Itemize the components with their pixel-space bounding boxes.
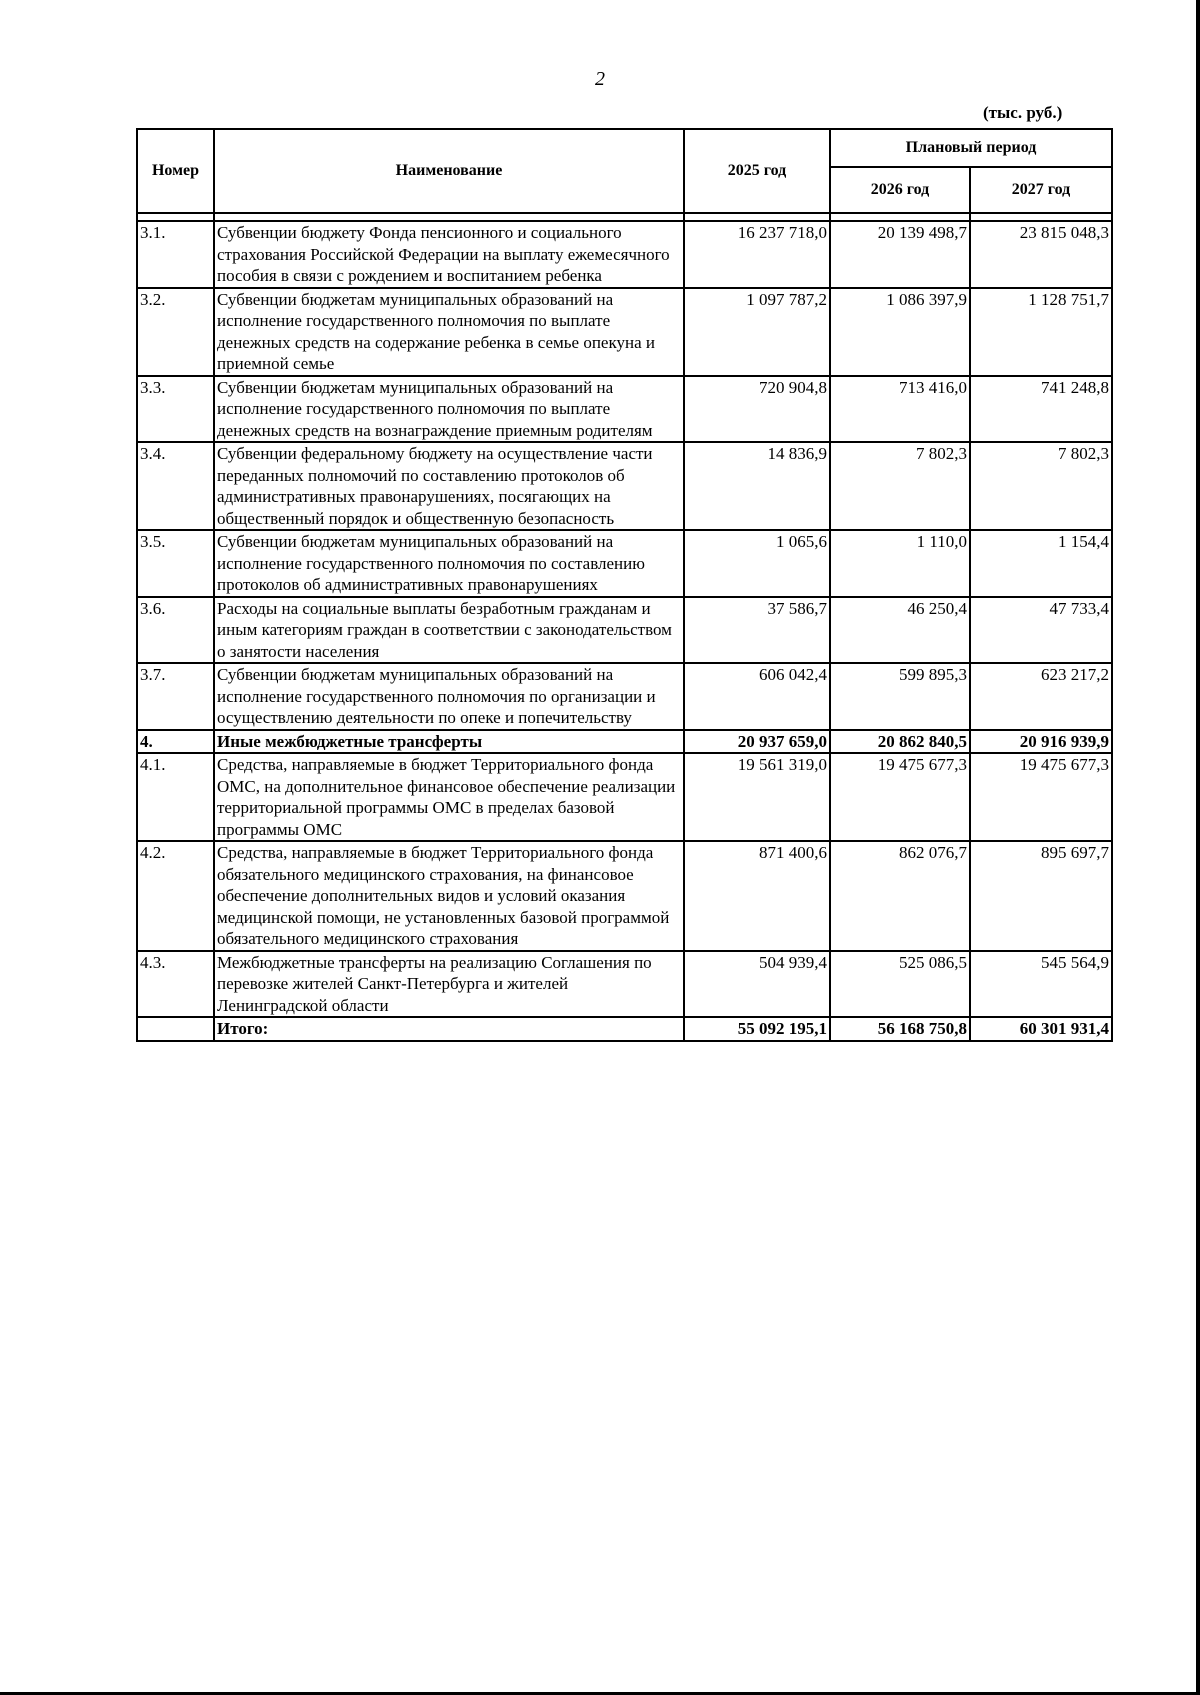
row-value-2025: 1 097 787,2 [684,288,830,376]
row-value-2025: 55 092 195,1 [684,1017,830,1041]
row-name: Субвенции федеральному бюджету на осуществление части переданных полномочий по составлению протоколов об административных правонарушениях, посягающих на общественный порядок и общественную безопасность [214,442,684,530]
row-name: Иные межбюджетные трансферты [214,730,684,754]
row-value-2026: 46 250,4 [830,597,970,664]
row-number: 3.6. [137,597,214,664]
header-number: Номер [137,129,214,213]
table-row [137,221,1112,288]
row-number: 3.7. [137,663,214,730]
row-name: Субвенции бюджетам муниципальных образований на исполнение государственного полномочия по выплате денежных средств на вознаграждение приемным родителям [214,376,684,443]
budget-table [136,128,1113,1042]
row-value-2025: 1 065,6 [684,530,830,597]
row-value-2027: 47 733,4 [970,597,1112,664]
row-value-2027: 623 217,2 [970,663,1112,730]
header-2027: 2027 год [970,167,1112,213]
row-value-2025: 16 237 718,0 [684,221,830,288]
row-name: Субвенции бюджетам муниципальных образований на исполнение государственного полномочия по выплате денежных средств на содержание ребенка в семье опекуна и приемной семье [214,288,684,376]
row-name: Итого: [214,1017,684,1041]
row-name: Субвенции бюджету Фонда пенсионного и социального страхования Российской Федерации на выплату ежемесячного пособия в связи с рождением и воспитанием ребенка [214,221,684,288]
table-row [137,663,1112,730]
scan-edge-right [1196,0,1200,1695]
row-number: 3.4. [137,442,214,530]
row-name: Средства, направляемые в бюджет Территориального фонда обязательного медицинского страхования, на финансовое обеспечение дополнительных видов и условий оказания медицинской помощи, не установленных базовой программой обязательного медицинского страхования [214,841,684,951]
row-value-2025: 19 561 319,0 [684,753,830,841]
row-value-2026: 20 139 498,7 [830,221,970,288]
row-name: Средства, направляемые в бюджет Территориального фонда ОМС, на дополнительное финансовое обеспечение реализации территориальной программы ОМС в пределах базовой программы ОМС [214,753,684,841]
row-value-2025: 871 400,6 [684,841,830,951]
row-value-2026: 1 086 397,9 [830,288,970,376]
table-row [137,841,1112,951]
row-value-2026: 56 168 750,8 [830,1017,970,1041]
row-name: Субвенции бюджетам муниципальных образований на исполнение государственного полномочия по организации и осуществлению деятельности по опеке и попечительству [214,663,684,730]
row-number: 3.1. [137,221,214,288]
page-number: 2 [595,68,605,90]
row-value-2025: 37 586,7 [684,597,830,664]
row-value-2026: 7 802,3 [830,442,970,530]
row-name: Субвенции бюджетам муниципальных образований на исполнение государственного полномочия по составлению протоколов об административных правонарушениях [214,530,684,597]
table-row [137,951,1112,1018]
row-value-2026: 862 076,7 [830,841,970,951]
table-row [137,730,1112,754]
table-header [137,129,1112,213]
row-value-2025: 606 042,4 [684,663,830,730]
table-row [137,376,1112,443]
row-value-2026: 713 416,0 [830,376,970,443]
table-body [137,213,1112,1041]
table-row [137,530,1112,597]
table-row [137,597,1112,664]
row-value-2027: 7 802,3 [970,442,1112,530]
spacer-row [137,213,1112,221]
row-value-2026: 20 862 840,5 [830,730,970,754]
row-name: Межбюджетные трансферты на реализацию Соглашения по перевозке жителей Санкт-Петербурга и жителей Ленинградской области [214,951,684,1018]
row-value-2025: 14 836,9 [684,442,830,530]
row-number: 3.5. [137,530,214,597]
row-value-2026: 19 475 677,3 [830,753,970,841]
row-value-2026: 525 086,5 [830,951,970,1018]
row-value-2026: 1 110,0 [830,530,970,597]
row-number: 4.2. [137,841,214,951]
row-value-2025: 20 937 659,0 [684,730,830,754]
row-value-2026: 599 895,3 [830,663,970,730]
row-value-2027: 1 154,4 [970,530,1112,597]
table-row [137,1017,1112,1041]
row-value-2027: 741 248,8 [970,376,1112,443]
row-number: 3.3. [137,376,214,443]
units-label: (тыс. руб.) [983,103,1063,122]
table-row [137,442,1112,530]
row-value-2025: 720 904,8 [684,376,830,443]
row-value-2025: 504 939,4 [684,951,830,1018]
row-number: 4. [137,730,214,754]
header-2026: 2026 год [830,167,970,213]
row-value-2027: 20 916 939,9 [970,730,1112,754]
row-name: Расходы на социальные выплаты безработным гражданам и иным категориям граждан в соответствии с законодательством о занятости населения [214,597,684,664]
row-value-2027: 23 815 048,3 [970,221,1112,288]
table-row [137,753,1112,841]
row-value-2027: 895 697,7 [970,841,1112,951]
row-value-2027: 19 475 677,3 [970,753,1112,841]
header-2025: 2025 год [684,129,830,213]
row-value-2027: 60 301 931,4 [970,1017,1112,1041]
row-number: 4.1. [137,753,214,841]
header-name: Наименование [214,129,684,213]
header-planned-period: Плановый период [830,129,1112,167]
row-value-2027: 1 128 751,7 [970,288,1112,376]
table-row [137,288,1112,376]
row-value-2027: 545 564,9 [970,951,1112,1018]
row-number [137,1017,214,1041]
row-number: 3.2. [137,288,214,376]
row-number: 4.3. [137,951,214,1018]
